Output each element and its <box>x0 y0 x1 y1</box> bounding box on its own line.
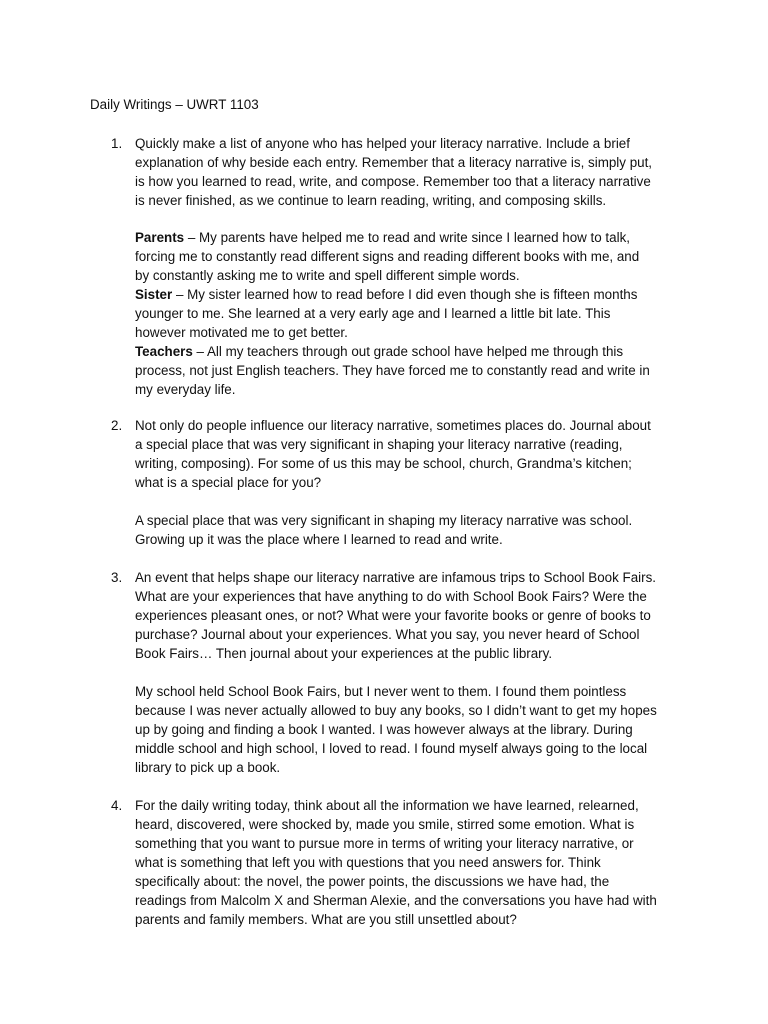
entry-text: – My parents have helped me to read and write since I learned how to talk, <box>184 230 630 245</box>
prompt-line: writing, composing). For some of us this may be school, church, Grandma’s kitchen; <box>135 456 632 471</box>
question-4-prompt <box>135 796 680 929</box>
answer-line: library to pick up a book. <box>135 760 281 775</box>
prompt-line: purchase? Journal about your experiences. What you say, you never heard of School <box>135 627 640 642</box>
prompt-line: What are your experiences that have anything to do with School Book Fairs? Were the <box>135 589 647 604</box>
question-1-prompt <box>135 134 680 210</box>
question-2-answer <box>135 511 680 549</box>
answer-line: because I was never actually allowed to buy any books, so I didn’t want to get my hopes <box>135 703 657 718</box>
prompt-line: specifically about: the novel, the power points, the discussions we have had, the <box>135 874 610 889</box>
answer-line: Growing up it was the place where I learned to read and write. <box>135 532 503 547</box>
prompt-line: Book Fairs… Then journal about your experiences at the public library. <box>135 646 553 661</box>
prompt-line: experiences pleasant ones, or not? What were your favorite books or genre of books to <box>135 608 651 623</box>
prompt-line: parents and family members. What are you still unsettled about? <box>135 912 517 927</box>
prompt-line: is how you learned to read, write, and compose. Remember too that a literacy narrative <box>135 174 651 189</box>
prompt-line: For the daily writing today, think about all the information we have learned, relearned, <box>135 798 639 813</box>
prompt-line: something that you want to pursue more in terms of writing your literacy narrative, or <box>135 836 634 851</box>
answer-line: by constantly asking me to write and spell different simple words. <box>135 268 520 283</box>
prompt-line: An event that helps shape our literacy narrative are infamous trips to School Book Fairs. <box>135 570 657 585</box>
answer-line: forcing me to constantly read different signs and reading different books with me, and <box>135 249 640 264</box>
prompt-line: Quickly make a list of anyone who has helped your literacy narrative. Include a brief <box>135 136 630 151</box>
entry-sister-line <box>135 285 680 304</box>
question-3-prompt <box>135 568 680 663</box>
question-1-number: 1. <box>111 136 123 151</box>
question-2-number: 2. <box>111 418 123 433</box>
answer-line: process, not just English teachers. They have forced me to constantly read and write in <box>135 363 650 378</box>
prompt-line: is never finished, as we continue to learn reading, writing, and composing skills. <box>135 193 607 208</box>
answer-line: A special place that was very significant in shaping my literacy narrative was school. <box>135 513 633 528</box>
answer-line: up by going and finding a book I wanted. I was however always at the library. During <box>135 722 633 737</box>
entry-parents-line <box>135 228 680 247</box>
prompt-line: readings from Malcolm X and Sherman Alexie, and the conversations you have had with <box>135 893 657 908</box>
answer-line: My school held School Book Fairs, but I never went to them. I found them pointless <box>135 684 627 699</box>
answer-line: younger to me. She learned at a very early age and I learned a little bit late. This <box>135 306 611 321</box>
question-3-answer <box>135 682 680 777</box>
prompt-line: Not only do people influence our literacy narrative, sometimes places do. Journal about <box>135 418 651 433</box>
prompt-line: heard, discovered, were shocked by, made you smile, stirred some emotion. What is <box>135 817 635 832</box>
question-2-prompt <box>135 416 680 492</box>
document-title: Daily Writings – UWRT 1103 <box>90 97 259 112</box>
answer-line: middle school and high school, I loved to read. I found myself always going to the local <box>135 741 648 756</box>
entry-text: – All my teachers through out grade school have helped me through this <box>192 344 624 359</box>
entry-teachers-line <box>135 342 680 361</box>
question-4-number: 4. <box>111 798 123 813</box>
prompt-line: a special place that was very significant in shaping your literacy narrative (reading, <box>135 437 623 452</box>
prompt-line: what is a special place for you? <box>135 475 322 490</box>
answer-line: my everyday life. <box>135 382 236 397</box>
entry-text: – My sister learned how to read before I did even though she is fifteen months <box>172 287 638 302</box>
prompt-line: what is something that left you with questions that you need answers for. Think <box>135 855 601 870</box>
answer-line: however motivated me to get better. <box>135 325 348 340</box>
prompt-line: explanation of why beside each entry. Remember that a literacy narrative is, simply put, <box>135 155 653 170</box>
entry-term-sister: Sister <box>135 287 173 302</box>
question-1-answer <box>135 228 680 399</box>
entry-term-parents: Parents <box>135 230 185 245</box>
entry-term-teachers: Teachers <box>135 344 193 359</box>
question-3-number: 3. <box>111 570 123 585</box>
